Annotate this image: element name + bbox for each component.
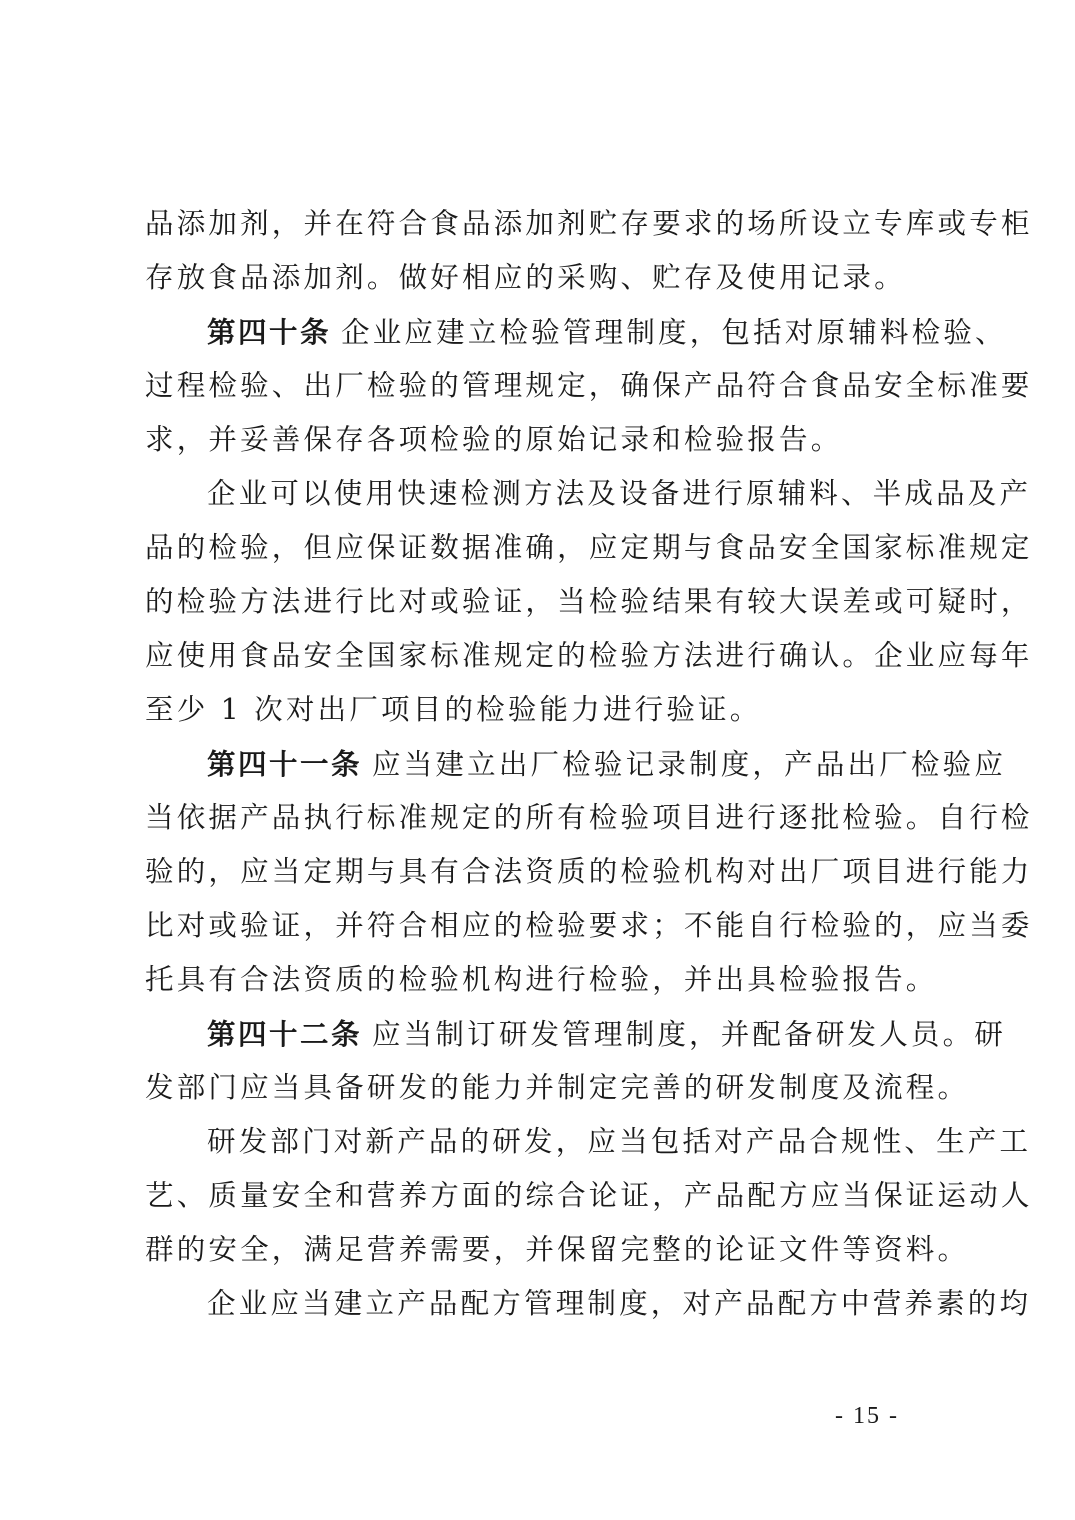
article-line <box>145 1007 1007 1061</box>
text-line <box>145 1223 970 1277</box>
line-text: 比对或验证，并符合相应的检验要求；不能自行检验的，应当委 <box>145 909 1033 942</box>
article-number: 第四十一条 <box>207 747 363 781</box>
line-text: 艺、质量安全和营养方面的综合论证，产品配方应当保证运动人 <box>145 1179 1033 1212</box>
line-text: 当依据产品执行标准规定的所有检验项目进行逐批检验。自行检 <box>145 801 1033 834</box>
text-line <box>145 467 1032 521</box>
line-text: 企业应建立检验管理制度，包括对原辅料检验、 <box>341 316 1007 349</box>
line-text: 过程检验、出厂检验的管理规定，确保产品符合食品安全标准要 <box>145 369 1033 402</box>
line-text: 的检验方法进行比对或验证，当检验结果有较大误差或可疑时， <box>145 585 1033 618</box>
line-text: 至少 1 次对出厂项目的检验能力进行验证。 <box>145 693 762 726</box>
text-line <box>145 197 1033 251</box>
line-text: 求，并妥善保存各项检验的原始记录和检验报告。 <box>145 423 843 456</box>
text-line <box>145 953 945 1007</box>
line-text: 企业应当建立产品配方管理制度，对产品配方中营养素的均 <box>207 1287 1032 1320</box>
line-text: 验的，应当定期与具有合法资质的检验机构对出厂项目进行能力 <box>145 855 1033 888</box>
line-text: 品添加剂，并在符合食品添加剂贮存要求的场所设立专库或专柜 <box>145 207 1033 240</box>
text-line <box>145 899 1033 953</box>
text-line <box>145 251 945 305</box>
text-line <box>145 521 1033 575</box>
line-text: 应当建立出厂检验记录制度，产品出厂检验应 <box>372 748 1007 781</box>
text-line <box>145 1169 1033 1223</box>
line-text: 品的检验，但应保证数据准确，应定期与食品安全国家标准规定 <box>145 531 1033 564</box>
article-number: 第四十二条 <box>207 1017 363 1051</box>
text-line <box>145 1277 1032 1331</box>
page-number: - 15 - <box>835 1403 899 1429</box>
article-line <box>145 737 1007 791</box>
line-text: 应使用食品安全国家标准规定的检验方法进行确认。企业应每年 <box>145 639 1033 672</box>
text-line <box>145 1115 1032 1169</box>
text-line <box>145 575 1033 629</box>
line-text: 发部门应当具备研发的能力并制定完善的研发制度及流程。 <box>145 1071 970 1104</box>
text-line <box>145 683 945 737</box>
line-text: 托具有合法资质的检验机构进行检验，并出具检验报告。 <box>145 963 938 996</box>
line-text: 研发部门对新产品的研发，应当包括对产品合规性、生产工 <box>207 1125 1032 1158</box>
article-line <box>145 305 1007 359</box>
text-line <box>145 845 1033 899</box>
line-text: 存放食品添加剂。做好相应的采购、贮存及使用记录。 <box>145 261 906 294</box>
text-line <box>145 413 945 467</box>
line-text: 应当制订研发管理制度，并配备研发人员。研 <box>372 1018 1007 1051</box>
line-text: 群的安全，满足营养需要，并保留完整的论证文件等资料。 <box>145 1233 970 1266</box>
line-text: 企业可以使用快速检测方法及设备进行原辅料、半成品及产 <box>207 477 1032 510</box>
text-line <box>145 629 1033 683</box>
text-line <box>145 359 1033 413</box>
text-line <box>145 791 1033 845</box>
text-line <box>145 1061 970 1115</box>
article-number: 第四十条 <box>207 315 332 349</box>
